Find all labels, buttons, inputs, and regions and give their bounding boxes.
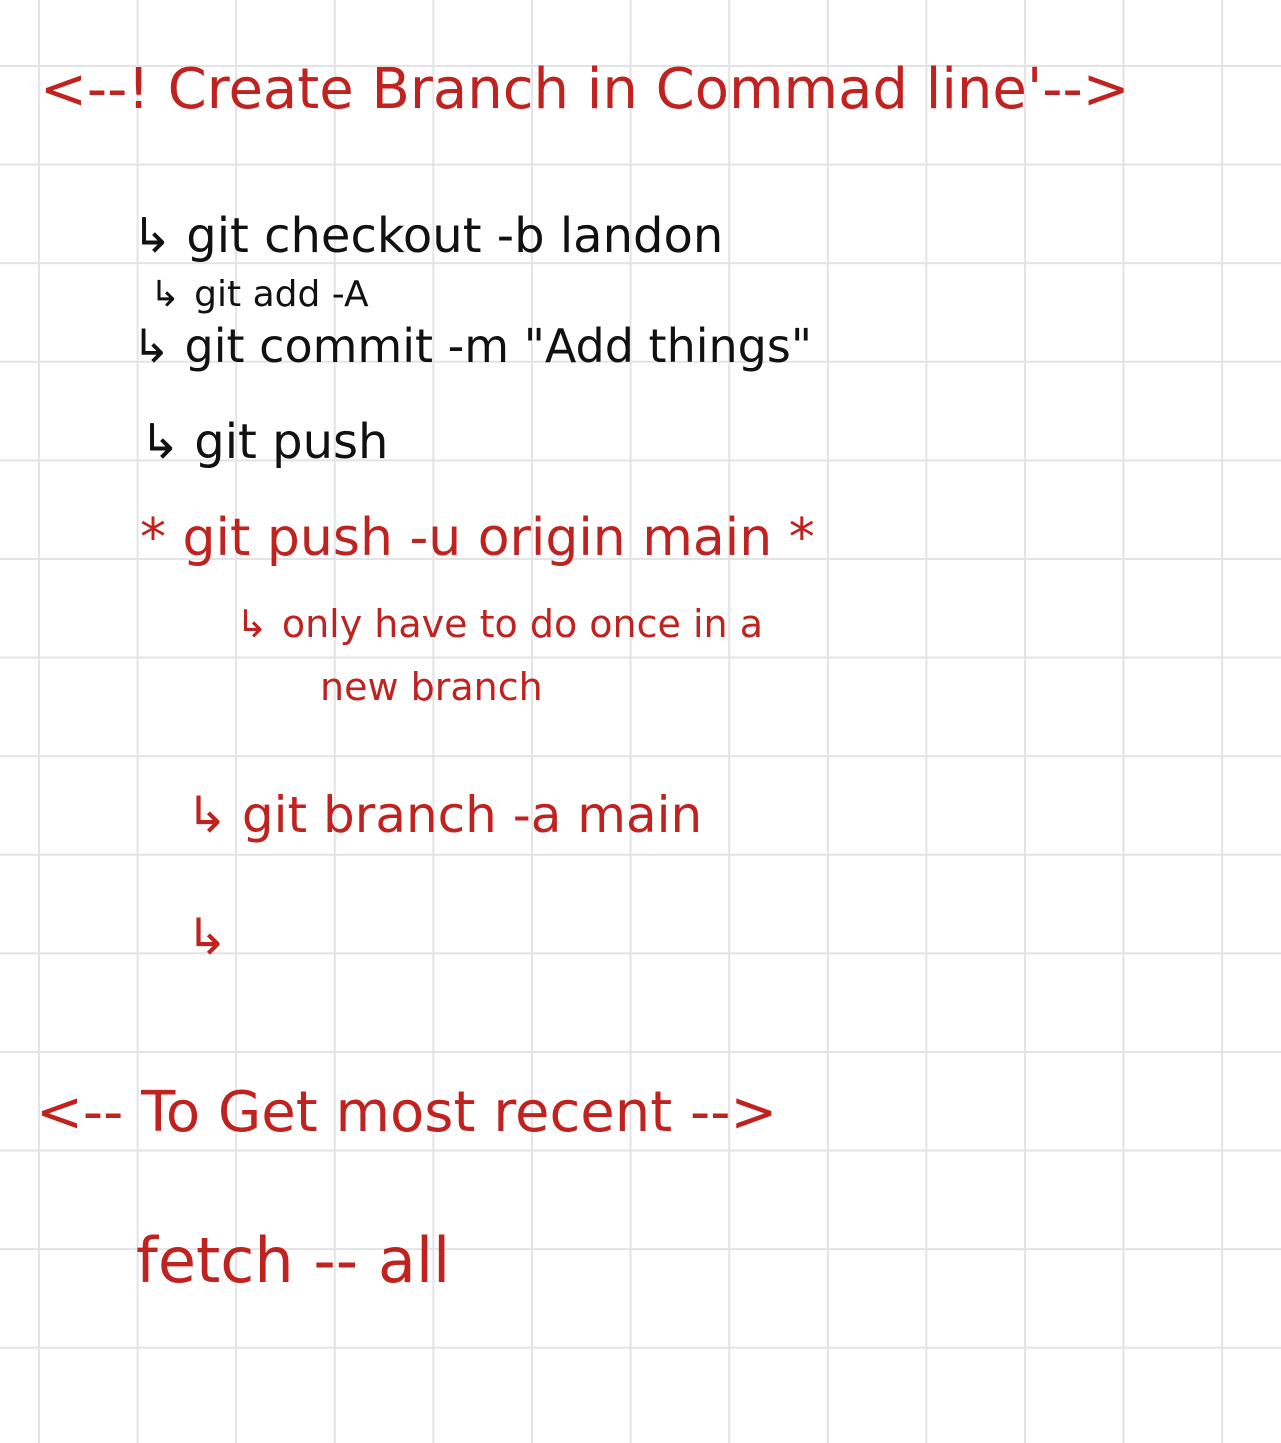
push-upstream-note-line1 xyxy=(236,602,763,646)
command-push xyxy=(140,414,389,470)
command-fetch: fetch -- all xyxy=(136,1224,451,1297)
command-add xyxy=(150,274,369,315)
arrow-icon: ↳ xyxy=(186,786,228,844)
arrow-icon: ↳ xyxy=(236,602,268,646)
empty-arrow: ↳ xyxy=(186,908,228,966)
push-upstream-note-line1-text: only have to do once in a xyxy=(281,602,763,646)
command-branch-text: git branch -a main xyxy=(241,786,703,844)
push-upstream-note: * git push -u origin main * xyxy=(140,508,815,568)
arrow-icon: ↳ xyxy=(140,414,181,470)
command-push-text: git push xyxy=(194,414,389,470)
command-commit xyxy=(132,319,812,373)
command-checkout-text: git checkout -b landon xyxy=(186,208,724,264)
push-upstream-note-line2: new branch xyxy=(320,665,543,709)
command-commit-text: git commit -m "Add things" xyxy=(184,319,812,373)
section2-title: <-- To Get most recent --> xyxy=(36,1080,778,1145)
command-branch xyxy=(186,786,703,844)
header-title: <--! Create Branch in Commad line'--> xyxy=(40,57,1130,122)
arrow-icon: ↳ xyxy=(132,208,173,264)
command-add-text: git add -A xyxy=(194,274,369,315)
command-checkout xyxy=(132,208,724,264)
arrow-icon: ↳ xyxy=(150,274,181,315)
arrow-icon: ↳ xyxy=(132,319,171,373)
